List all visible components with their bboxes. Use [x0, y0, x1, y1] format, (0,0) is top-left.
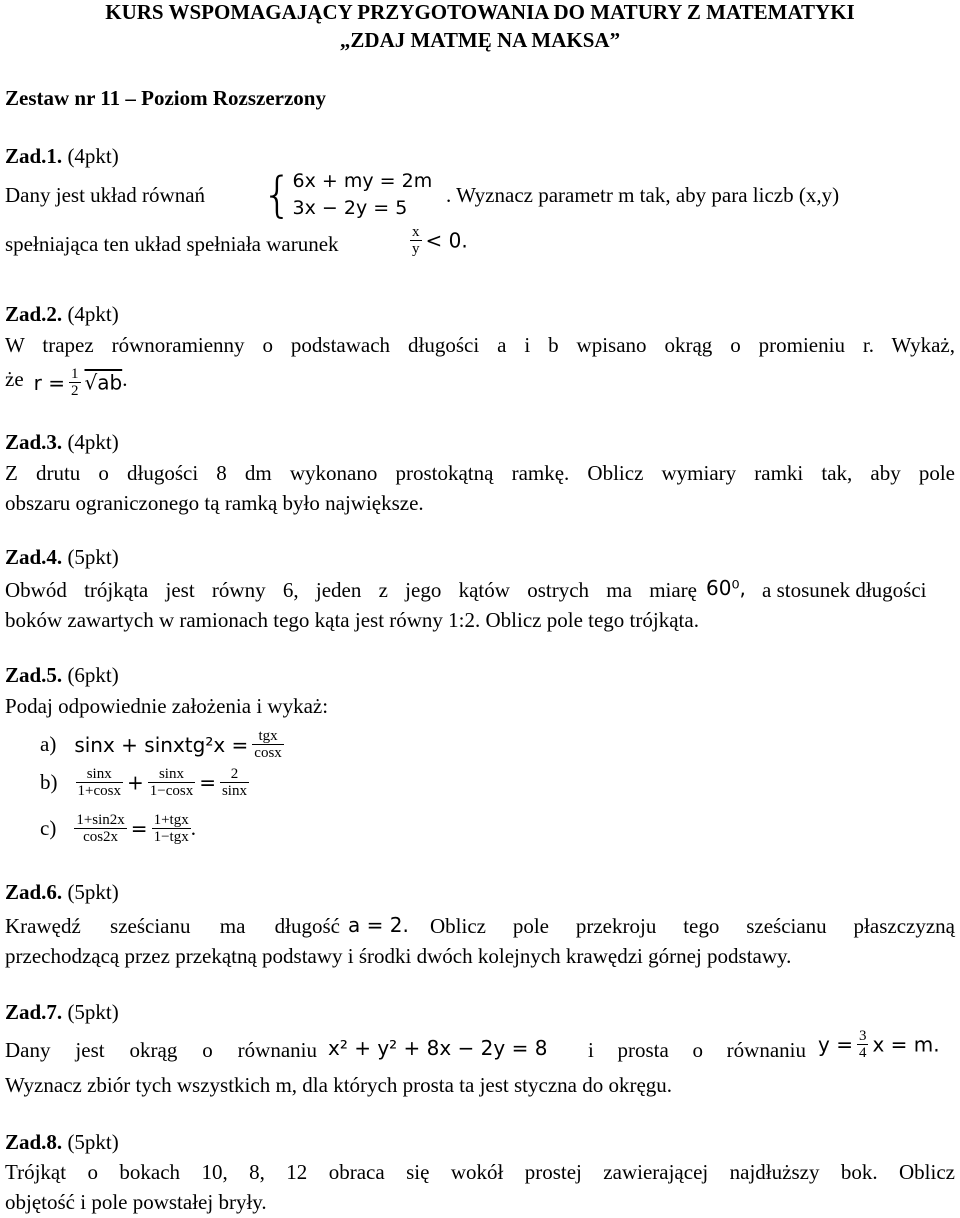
identity-a [40, 728, 284, 761]
frac-numerator: 1+sin2x [76, 812, 125, 828]
task-5-heading [5, 663, 955, 688]
frac-denominator: sinx [221, 783, 247, 799]
task-1-heading [5, 144, 955, 169]
task-2-text-a: W trapez równoramienny o podstawach długości a i b wpisano okrąg o promieniu r. Wykaż, [5, 333, 955, 357]
task-8-text-a: Trójkąt o bokach 10, 8, 12 obraca się wokół prostej zawierającej najdłuższy bok. Oblicz [5, 1160, 955, 1184]
task-points: (4pkt) [67, 430, 119, 454]
equals-sign: = [199, 770, 216, 795]
task-4-heading [5, 545, 955, 570]
task-6-text-a: Krawędź sześcianu ma długość [5, 914, 340, 938]
plus-sign: + [126, 770, 144, 795]
task-3-text-b: obszaru ograniczonego tą ramką było największe. [5, 491, 424, 515]
identity-c-end: . [190, 816, 196, 840]
task-8-heading [5, 1130, 955, 1155]
task-7-text-b: i prosta o równaniu [588, 1038, 806, 1062]
frac-numerator: 3 [858, 1028, 867, 1044]
frac-numerator: sinx [148, 766, 195, 783]
set-title: Zestaw nr 11 – Poziom Rozszerzony [5, 86, 326, 110]
word-ze: że [5, 367, 24, 392]
frac-denominator: cosx [254, 745, 282, 761]
edge-formula: a = 2. [348, 913, 409, 937]
equation-system [262, 168, 432, 222]
task-6-heading [5, 880, 955, 905]
line-rhs: x = m. [872, 1032, 940, 1057]
angle-value: 60⁰, [706, 576, 746, 600]
task-6-text-b: Oblicz pole przekroju tego sześcianu płaszczyzną [430, 914, 955, 938]
condition-formula [410, 224, 468, 257]
task-points: (5pkt) [67, 545, 119, 569]
frac-denominator: 1+cosx [77, 783, 121, 799]
identity-c [40, 812, 196, 845]
task-id: Zad.6. [5, 880, 63, 904]
equals-sign: = [130, 816, 148, 841]
task-1-text-b: . Wyznacz parametr m tak, aby para liczb (x,y) [446, 183, 840, 207]
task-4-text-b: a stosunek długości [762, 578, 927, 602]
task-points: (4pkt) [67, 144, 119, 168]
formula-end: . [122, 367, 128, 392]
task-8-text-b: objętość i pole powstałej bryły. [5, 1190, 267, 1214]
task-4-text-c: boków zawartych w ramionach tego kąta jest równy 1:2. Oblicz pole tego trójkąta. [5, 608, 699, 632]
task-id: Zad.4. [5, 545, 63, 569]
task-7-text-c: Wyznacz zbiór tych wszystkich m, dla których prosta ta jest styczna do okręgu. [5, 1073, 673, 1097]
task-id: Zad.7. [5, 1000, 63, 1024]
frac-numerator: 1+tgx [153, 812, 189, 828]
frac-denominator: 1−cosx [149, 783, 194, 799]
identity-a-lhs: sinx + sinxtg²x = [74, 732, 249, 757]
label-a: a) [40, 732, 57, 756]
task-points: (4pkt) [67, 302, 119, 326]
task-points: (5pkt) [67, 880, 119, 904]
frac-numerator: 2 [220, 766, 249, 783]
task-7-text-a: Dany jest okrąg o równaniu [5, 1038, 317, 1062]
line-lhs: y = [818, 1032, 853, 1057]
label-c: c) [40, 816, 57, 840]
task-7-heading [5, 1000, 955, 1025]
task-6-text-c: przechodzącą przez przekątną podstawy i środki dwóch kolejnych krawędzi górnej podstawy. [5, 944, 792, 968]
equation-1: 6x + my = 2m [292, 170, 433, 192]
frac-denominator: cos2x [83, 829, 119, 845]
task-1-text-a: Dany jest układ równań [5, 183, 206, 207]
task-id: Zad.2. [5, 302, 63, 326]
task-5-text: Podaj odpowiednie założenia i wykaż: [5, 694, 329, 718]
frac-numerator: 1 [71, 366, 79, 382]
task-points: (5pkt) [67, 1000, 119, 1024]
line-equation [818, 1028, 940, 1061]
condition-rest: < 0. [425, 228, 468, 253]
task-id: Zad.3. [5, 430, 63, 454]
brace-icon: { [262, 167, 293, 223]
frac-denominator: y [412, 241, 420, 257]
task-4-text-a: Obwód trójkąta jest równy 6, jeden z jego kątów ostrych ma miarę [5, 578, 697, 602]
label-b: b) [40, 770, 58, 794]
task-points: (5pkt) [67, 1130, 119, 1154]
course-subtitle: „ZDAJ MATMĘ NA MAKSA” [339, 28, 621, 52]
task-1-text-c: spełniająca ten układ spełniała warunek [5, 232, 339, 256]
task-3-text-a: Z drutu o długości 8 dm wykonano prostokątną ramkę. Oblicz wymiary ramki tak, aby pole [5, 461, 955, 485]
frac-denominator: 4 [858, 1045, 867, 1061]
frac-numerator: x [412, 224, 420, 240]
task-id: Zad.1. [5, 144, 63, 168]
frac-denominator: 2 [71, 383, 79, 399]
frac-denominator: 1−tgx [153, 829, 189, 845]
task-2-formula-line [5, 366, 127, 399]
circle-equation: x² + y² + 8x − 2y = 8 [328, 1036, 548, 1060]
task-3-heading [5, 430, 955, 455]
formula-rhs: √ab [84, 370, 123, 395]
frac-numerator: sinx [76, 766, 123, 783]
identity-b [40, 766, 249, 799]
equation-2: 3x − 2y = 5 [292, 197, 408, 219]
task-points: (6pkt) [67, 663, 119, 687]
frac-numerator: tgx [252, 728, 284, 745]
task-id: Zad.5. [5, 663, 63, 687]
formula-lhs: r = [33, 370, 65, 395]
task-id: Zad.8. [5, 1130, 63, 1154]
course-title: KURS WSPOMAGAJĄCY PRZYGOTOWANIA DO MATURY Z MATEMATYKI [105, 0, 855, 24]
task-2-heading [5, 302, 955, 327]
